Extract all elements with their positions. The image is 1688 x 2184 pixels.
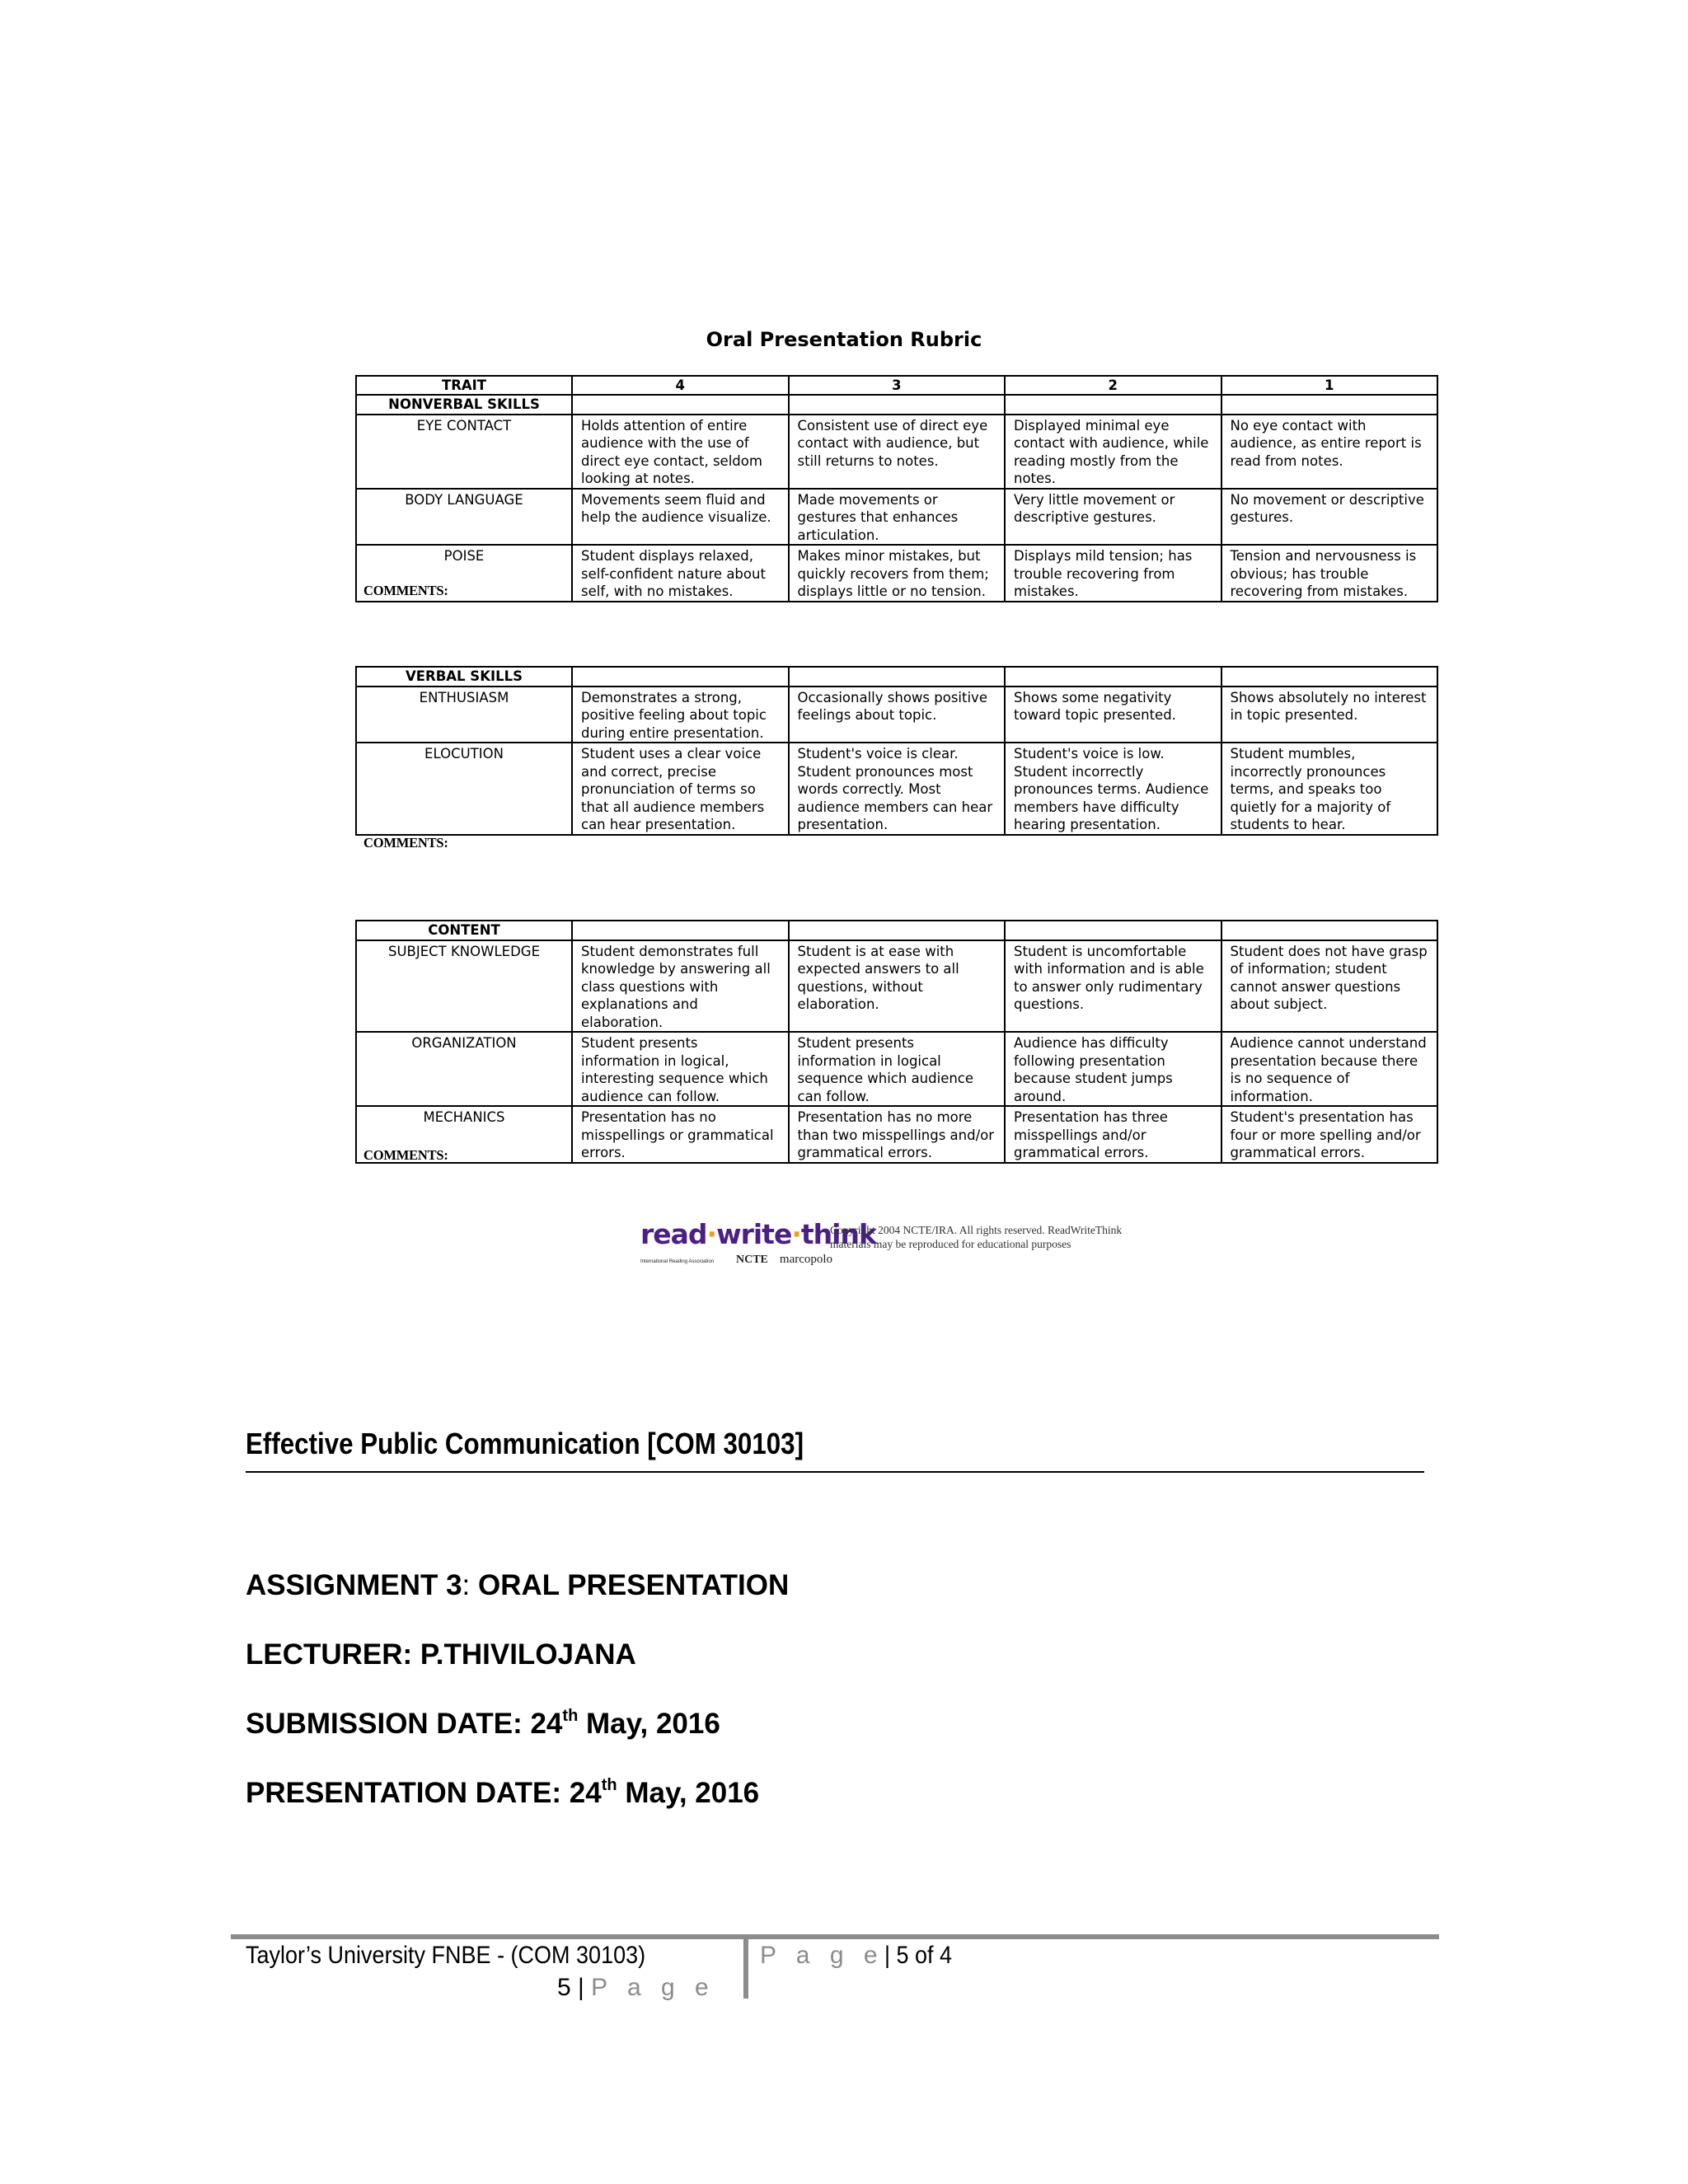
submission-date-line: SUBMISSION DATE: 24th May, 2016 [246, 1707, 720, 1740]
footer-page-number: 5 | P a g e [557, 1974, 715, 2001]
trait-label: EYE CONTACT [356, 415, 572, 489]
table-row [356, 687, 1437, 743]
rubric-table-content [355, 920, 1438, 1164]
comments-label: COMMENTS: [363, 1147, 448, 1163]
rubric-title: Oral Presentation Rubric [706, 328, 982, 351]
footer-divider [743, 1938, 748, 1999]
presentation-date-line: PRESENTATION DATE: 24th May, 2016 [246, 1776, 760, 1809]
trait-label: ELOCUTION [356, 743, 572, 835]
trait-label: ENTHUSIASM [356, 687, 572, 743]
table-row [356, 415, 1437, 489]
trait-label: POISE [356, 545, 572, 602]
rubric-cell: Shows absolutely no interest in topic presented. [1221, 687, 1438, 743]
rubric-cell: Student displays relaxed, self-confident nature about self, with no mistakes. [572, 545, 789, 602]
rubric-cell: Holds attention of entire audience with the use of direct eye contact, seldom looking at notes. [572, 415, 789, 489]
rubric-cell: No eye contact with audience, as entire report is read from notes. [1221, 415, 1438, 489]
table-row [356, 1032, 1437, 1106]
rubric-cell: Consistent use of direct eye contact with audience, but still returns to notes. [789, 415, 1006, 489]
course-title: Effective Public Communication [COM 30103] [246, 1427, 804, 1460]
rubric-cell: Student presents information in logical sequence which audience can follow. [789, 1032, 1006, 1106]
copyright-notice: Copyright 2004 NCTE/IRA. All rights reserved. ReadWriteThink materials may be reproduced for educational purposes [830, 1224, 1123, 1250]
rubric-cell: Student mumbles, incorrectly pronounces terms, and speaks too quietly for a majority of students to hear. [1221, 743, 1438, 835]
header-score-2: 2 [1005, 376, 1221, 395]
rubric-cell: No movement or descriptive gestures. [1221, 489, 1438, 546]
rubric-cell: Shows some negativity toward topic presented. [1005, 687, 1221, 743]
rubric-cell: Student's presentation has four or more spelling and/or grammatical errors. [1221, 1106, 1438, 1163]
rubric-cell: Presentation has no more than two misspellings and/or grammatical errors. [789, 1106, 1006, 1163]
footer-rule [231, 1934, 1439, 1939]
rubric-cell: Student presents information in logical, interesting sequence which audience can follow. [572, 1032, 789, 1106]
rubric-cell: Student uses a clear voice and correct, precise pronunciation of terms so that all audience members can hear presentation. [572, 743, 789, 835]
table-row [356, 545, 1437, 602]
section-label: VERBAL SKILLS [356, 667, 572, 687]
rubric-cell: Movements seem fluid and help the audience visualize. [572, 489, 789, 546]
rubric-cell: Student's voice is clear. Student pronounces most words correctly. Most audience members can hear presentation. [789, 743, 1006, 835]
rubric-table-nonverbal [355, 375, 1438, 602]
section-row [356, 395, 1437, 415]
section-label: NONVERBAL SKILLS [356, 395, 572, 415]
rubric-cell: Audience has difficulty following presentation because student jumps around. [1005, 1032, 1221, 1106]
table-row [356, 1106, 1437, 1163]
title-underline [246, 1471, 1424, 1473]
ira-logo: International Reading Association [640, 1259, 715, 1264]
rubric-cell: Made movements or gestures that enhances articulation. [789, 489, 1006, 546]
rubric-cell: Demonstrates a strong, positive feeling about topic during entire presentation. [572, 687, 789, 743]
header-trait: TRAIT [356, 376, 572, 395]
rubric-cell: Audience cannot understand presentation because there is no sequence of information. [1221, 1032, 1438, 1106]
section-row [356, 921, 1437, 940]
rubric-cell: Student demonstrates full knowledge by answering all class questions with explanations and elaboration. [572, 940, 789, 1033]
rubric-cell: Student does not have grasp of information; student cannot answer questions about subject. [1221, 940, 1438, 1033]
ncte-logo: NCTE [736, 1254, 768, 1266]
rubric-cell: Makes minor mistakes, but quickly recovers from them; displays little or no tension. [789, 545, 1006, 602]
assignment-line: ASSIGNMENT 3: ORAL PRESENTATION [246, 1569, 790, 1601]
header-score-1: 1 [1221, 376, 1438, 395]
footer-page-count: P a g e| 5 of 4 [760, 1942, 952, 1969]
readwritethink-logo [640, 1218, 1172, 1266]
trait-label: BODY LANGUAGE [356, 489, 572, 546]
footer-university: Taylor’s University FNBE - (COM 30103) [246, 1942, 646, 1969]
rubric-cell: Very little movement or descriptive gestures. [1005, 489, 1221, 546]
lecturer-line: LECTURER: P.THIVILOJANA [246, 1638, 636, 1671]
rubric-cell: Tension and nervousness is obvious; has trouble recovering from mistakes. [1221, 545, 1438, 602]
section-label: CONTENT [356, 921, 572, 940]
table-row [356, 743, 1437, 835]
header-score-4: 4 [572, 376, 789, 395]
rubric-cell: Displayed minimal eye contact with audience, while reading mostly from the notes. [1005, 415, 1221, 489]
table-row [356, 489, 1437, 546]
trait-label: MECHANICS [356, 1106, 572, 1163]
rubric-cell: Presentation has no misspellings or grammatical errors. [572, 1106, 789, 1163]
rubric-cell: Student's voice is low. Student incorrectly pronounces terms. Audience members have difficulty hearing presentation. [1005, 743, 1221, 835]
rubric-cell: Student is at ease with expected answers to all questions, without elaboration. [789, 940, 1006, 1033]
trait-label: ORGANIZATION [356, 1032, 572, 1106]
comments-label: COMMENTS: [363, 583, 448, 598]
rubric-cell: Presentation has three misspellings and/or grammatical errors. [1005, 1106, 1221, 1163]
rubric-cell: Displays mild tension; has trouble recovering from mistakes. [1005, 545, 1221, 602]
rubric-header-row [356, 376, 1437, 395]
rubric-cell: Student is uncomfortable with information and is able to answer only rudimentary questions. [1005, 940, 1221, 1033]
comments-label: COMMENTS: [363, 835, 448, 851]
logo-partners [640, 1253, 832, 1267]
table-row [356, 940, 1437, 1033]
rubric-cell: Occasionally shows positive feelings about topic. [789, 687, 1006, 743]
header-score-3: 3 [789, 376, 1006, 395]
rubric-table-verbal [355, 666, 1438, 836]
marcopolo-logo: marcopolo [779, 1253, 833, 1266]
section-row [356, 667, 1437, 687]
logo-wordmark: read·write·think [640, 1218, 876, 1250]
trait-label: SUBJECT KNOWLEDGE [356, 940, 572, 1033]
